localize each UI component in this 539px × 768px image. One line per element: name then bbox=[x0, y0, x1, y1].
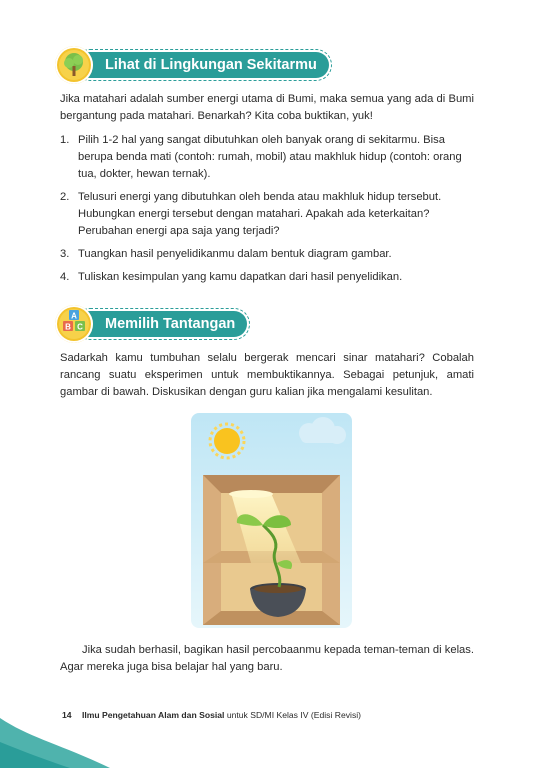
block-letter-a: A bbox=[71, 311, 77, 321]
list-item: 4. Tuliskan kesimpulan yang kamu dapatkan dari hasil penyelidikan. bbox=[60, 271, 403, 283]
section2-intro: Sadarkah kamu tumbuhan selalu bergerak mencari sinar matahari? Cobalah rancang suatu eksperimen untuk membuktikannya. Sebagai petunjuk, amati gambar di bawah. Diskusikan dengan guru kalian jika mengalami kesulitan. bbox=[60, 352, 474, 398]
section-title: Lihat di Lingkungan Sekitarmu bbox=[77, 52, 329, 78]
book-title: Ilmu Pengetahuan Alam dan Sosial bbox=[81, 710, 225, 720]
abc-blocks-icon bbox=[55, 305, 93, 343]
book-subtitle: untuk SD/MI Kelas IV (Edisi Revisi) bbox=[226, 710, 362, 720]
plant-experiment-illustration bbox=[191, 413, 352, 628]
tree-icon bbox=[55, 46, 93, 84]
block-letter-b: B bbox=[65, 322, 71, 332]
list-item: 3. Tuangkan hasil penyelidikanmu dalam bentuk diagram gambar. bbox=[60, 248, 392, 260]
block-letter-c: C bbox=[77, 322, 83, 332]
activity-list bbox=[60, 132, 474, 292]
list-item: 1. Pilih 1-2 hal yang sangat dibutuhkan oleh banyak orang di sekitarmu. Bisa berupa benda mati (contoh: rumah, mobil) atau makhluk hidup (contoh: orang tua, dokter, hewan ternak). bbox=[60, 134, 462, 180]
section2-closing: Jika sudah berhasil, bagikan hasil percobaanmu kepada teman-teman di kelas. Agar mereka juga bisa belajar hal yang baru. bbox=[60, 644, 474, 673]
section-title: Memilih Tantangan bbox=[77, 311, 247, 337]
decorative-wave bbox=[0, 698, 110, 768]
section1-intro: Jika matahari adalah sumber energi utama di Bumi, maka semua yang ada di Bumi bergantung pada matahari. Benarkah? Kita coba buktikan, yuk! bbox=[60, 93, 474, 122]
list-item: 2. Telusuri energi yang dibutuhkan oleh benda atau makhluk hidup tersebut. Hubungkan energi tersebut dengan matahari. Apakah ada keterkaitan? Perubahan energi apa saja yang terjadi? bbox=[60, 191, 442, 237]
page-number: 14 bbox=[62, 710, 72, 720]
